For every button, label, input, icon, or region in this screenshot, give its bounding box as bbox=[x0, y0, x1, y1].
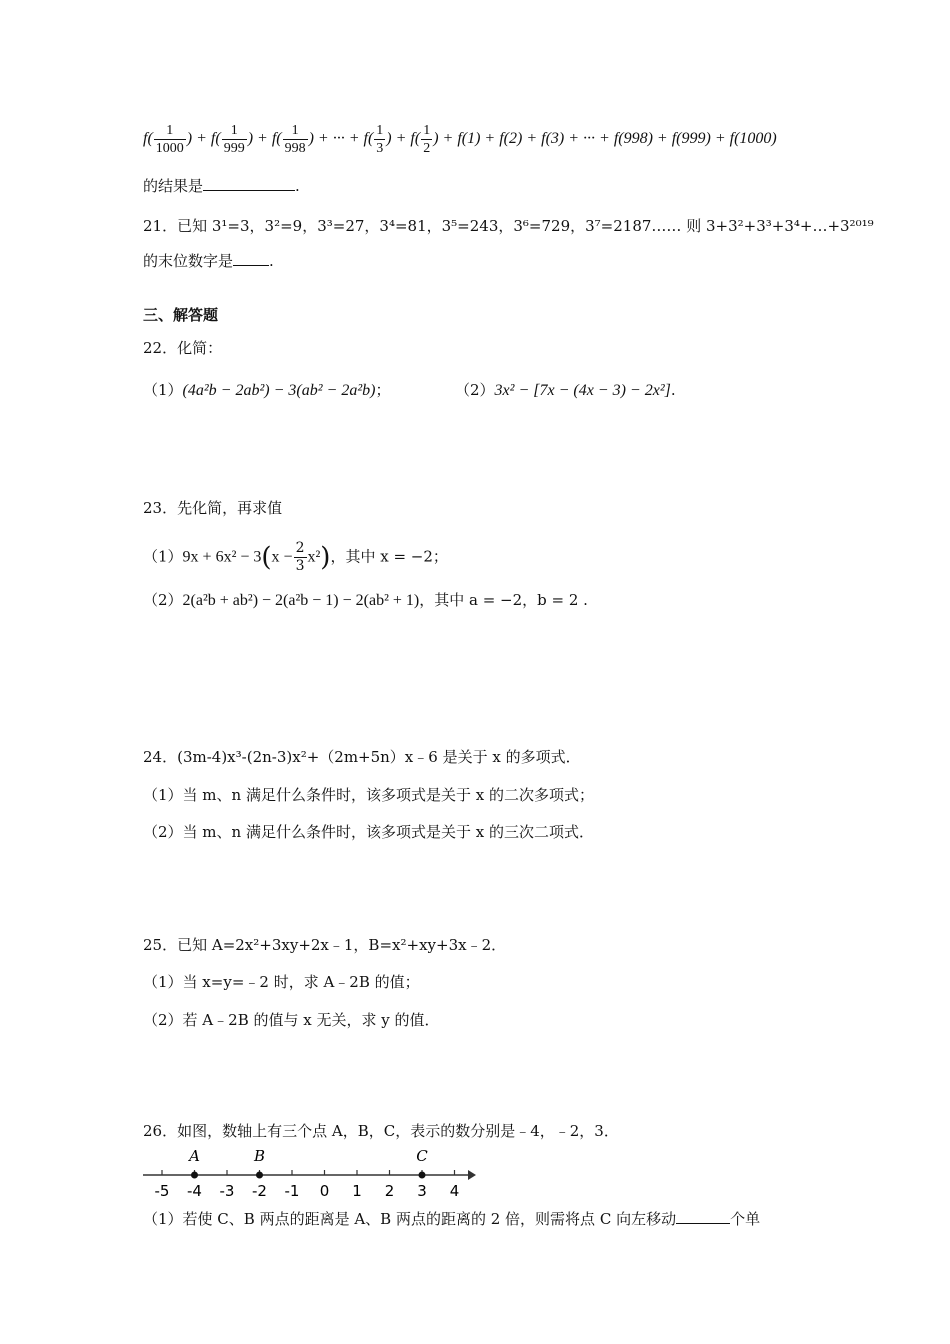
q23-part1-condition: ，其中 x = −2； bbox=[330, 547, 448, 566]
q23-part1-expression-a: 9x + 6x² − 3 bbox=[182, 548, 262, 566]
q25-part1: （1）当 x=y=﹣2 时，求 A﹣2B 的值； bbox=[143, 973, 420, 991]
q24-title: 24．(3m-4)x³-(2n-3)x²+（2m+5n）x﹣6 是关于 x 的多项式． bbox=[143, 748, 581, 766]
q23-part1-expression-b: x − bbox=[271, 548, 293, 566]
q22-title: 22．化简： bbox=[143, 339, 223, 357]
part-label: （2） bbox=[143, 591, 183, 609]
point-b bbox=[256, 1172, 263, 1179]
q22-part1-expression: (4a²b − 2ab²) − 3(ab² − 2a²b) bbox=[182, 382, 376, 399]
left-paren: ( bbox=[261, 542, 272, 573]
q21-line2-text: 的末位数字是 bbox=[143, 252, 234, 270]
tick-label: -4 bbox=[187, 1182, 202, 1200]
tick-label: 0 bbox=[319, 1182, 330, 1200]
point-label: C bbox=[416, 1147, 428, 1165]
tick-label: -5 bbox=[154, 1182, 170, 1200]
punctuation: ； bbox=[375, 381, 391, 399]
q24-part1: （1）当 m、n 满足什么条件时，该多项式是关于 x 的二次多项式； bbox=[143, 786, 594, 804]
fraction: $\frac{1}{998}$ bbox=[284, 123, 306, 156]
fraction: $\frac{2}{3}$ bbox=[295, 540, 305, 574]
q25-title: 25．已知 A=2x²+3xy+2x﹣1，B=x²+xy+3x﹣2． bbox=[143, 936, 507, 954]
tick-label: -1 bbox=[284, 1182, 300, 1200]
q26-part1-text: （1）若使 C、B 两点的距离是 A、B 两点的距离的 2 倍，则需将点 C 向左移动 bbox=[143, 1210, 677, 1228]
q22-part2-expression: 3x² − [7x − (4x − 3) − 2x²] bbox=[494, 382, 671, 399]
part-label: （2） bbox=[455, 381, 495, 399]
number-line-figure bbox=[140, 1146, 480, 1202]
tick-label: -2 bbox=[252, 1182, 267, 1200]
fraction: $\frac{1}{1000}$ bbox=[155, 123, 184, 156]
q23-part2 bbox=[143, 590, 588, 611]
q23-part1-expression-c: x² bbox=[307, 548, 321, 566]
fraction: $\frac{1}{999}$ bbox=[223, 123, 245, 156]
q25-part2: （2）若 A﹣2B 的值与 x 无关，求 y 的值． bbox=[143, 1011, 440, 1029]
tick-label: 3 bbox=[417, 1182, 427, 1200]
point-a bbox=[191, 1172, 198, 1179]
period: . bbox=[295, 177, 300, 195]
tick-label: 1 bbox=[352, 1182, 362, 1200]
tick-label: -3 bbox=[219, 1182, 235, 1200]
q22-part2 bbox=[455, 380, 676, 401]
q23-part2-expression: 2(a²b + ab²) − 2(a²b − 1) − 2(ab² + 1) bbox=[182, 592, 420, 609]
answer-blank[interactable] bbox=[676, 1208, 730, 1224]
part-label: （1） bbox=[143, 381, 183, 399]
q23-title: 23．先化简，再求值 bbox=[143, 499, 283, 517]
arrow-head-icon bbox=[468, 1170, 476, 1180]
tick-label: 2 bbox=[384, 1182, 395, 1200]
q24-part2: （2）当 m、n 满足什么条件时，该多项式是关于 x 的三次二项式． bbox=[143, 823, 594, 841]
q26-part1-text-end: 个单 bbox=[730, 1210, 761, 1228]
answer-blank[interactable] bbox=[233, 250, 269, 266]
q20-result-text: 的结果是 bbox=[143, 177, 204, 195]
q23-part2-condition: ，其中 a = −2，b = 2 . bbox=[419, 591, 588, 609]
q26-title: 26．如图，数轴上有三个点 A，B，C，表示的数分别是﹣4，﹣2，3． bbox=[143, 1122, 619, 1140]
q21-question: 21．已知 3¹=3，3²=9，3³=27，3⁴=81，3⁵=243，3⁶=729，3⁷=2187…… 则 3+3²+3³+3⁴+…+3²⁰¹⁹ bbox=[143, 217, 874, 235]
q21-line2 bbox=[143, 250, 274, 271]
q20-expression: f( $\frac{1}{1000}$ ) + f( $\frac{1}{999}$ ) + f( $\frac{1}{998}$ ) + ··· + f( $\frac{1}{3}$ ) + f( $\frac{1}{2}$ ) + f(1) + f(2) + f(3) + ··· + f(998) + f(999) + f(1000) bbox=[143, 123, 777, 156]
q20-expression-tail: f(1) + f(2) + f(3) + ··· + f(998) + f(999) + f(1000) bbox=[457, 130, 777, 148]
section-heading: 三、解答题 bbox=[143, 306, 219, 324]
q26-part1 bbox=[143, 1208, 760, 1229]
point-c bbox=[419, 1172, 426, 1179]
point-label: A bbox=[189, 1147, 200, 1165]
q20-result-line bbox=[143, 175, 300, 196]
period: . bbox=[269, 252, 274, 270]
q23-part1 bbox=[143, 540, 448, 575]
fraction: $\frac{1}{2}$ bbox=[423, 123, 431, 156]
point-label: B bbox=[253, 1147, 266, 1165]
q22-part1 bbox=[143, 380, 390, 401]
right-paren: ) bbox=[320, 542, 331, 573]
part-label: （1） bbox=[143, 547, 183, 566]
answer-blank[interactable] bbox=[203, 175, 295, 191]
punctuation: . bbox=[670, 381, 676, 399]
fraction: $\frac{1}{3}$ bbox=[376, 123, 384, 156]
tick-label: 4 bbox=[449, 1182, 460, 1200]
